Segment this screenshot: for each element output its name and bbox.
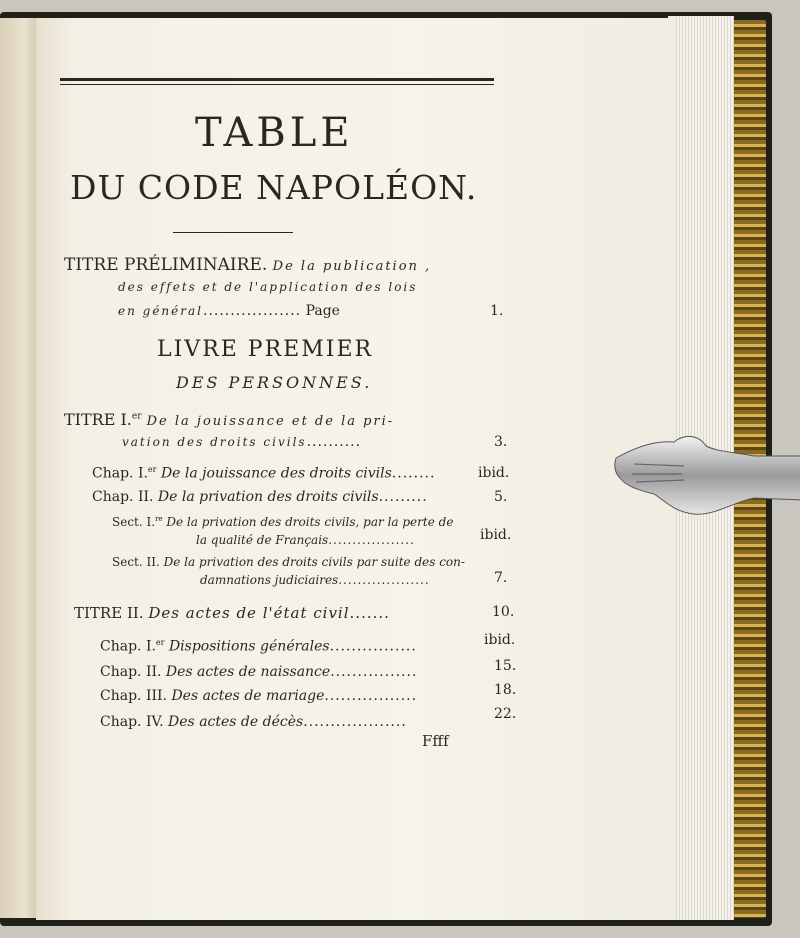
sect-entry-line2: la qualité de Français.................. bbox=[196, 533, 415, 547]
page-subtitle: DU CODE NAPOLÉON. bbox=[70, 168, 478, 207]
chap-entry-page: 18. bbox=[494, 682, 517, 698]
titre2-page: 10. bbox=[492, 604, 515, 620]
sect-entry: Sect. II. De la privation des droits civils par suite des con- bbox=[112, 555, 465, 569]
sect-entry-line2: damnations judiciaires................... bbox=[200, 573, 430, 587]
facing-page bbox=[0, 18, 40, 918]
top-rule-thin bbox=[60, 84, 494, 85]
title-rule bbox=[173, 232, 293, 233]
titre-preliminaire bbox=[64, 255, 431, 275]
titre-preliminaire-line2: des effets et de l'application des lois bbox=[118, 280, 418, 294]
chap-entry: Chap. II. De la privation des droits civils......... bbox=[92, 489, 428, 505]
chap-entry: Chap. I.$^{er}$ Dispositions générales................ bbox=[100, 638, 417, 655]
chap-entry-page: 5. bbox=[494, 489, 508, 505]
titre-preliminaire-line3: en général.................. Page bbox=[118, 303, 340, 319]
livre-subheading: DES PERSONNES. bbox=[176, 373, 373, 392]
signature-mark: Ffff bbox=[422, 732, 449, 750]
titre-preliminaire-heading: De la publication , bbox=[272, 259, 432, 274]
chap-entry-page: ibid. bbox=[478, 465, 510, 481]
titre1-line2: vation des droits civils.......... bbox=[122, 434, 362, 450]
titre-preliminaire-label: TITRE PRÉLIMINAIRE. bbox=[64, 255, 268, 275]
titre1-page: 3. bbox=[494, 434, 508, 450]
sect-entry-page: 7. bbox=[494, 570, 508, 586]
silver-hand-page-weight bbox=[614, 430, 800, 520]
livre-heading: LIVRE PREMIER bbox=[157, 337, 374, 362]
titre-preliminaire-page: 1. bbox=[490, 303, 504, 319]
sect-entry: Sect. I.$^{re}$ De la privation des droits civils, par la perte de bbox=[112, 515, 454, 529]
chap-entry: Chap. III. Des actes de mariage................. bbox=[100, 688, 418, 704]
page-title: TABLE bbox=[195, 110, 354, 156]
titre2: TITRE II. Des actes de l'état civil....... bbox=[74, 604, 390, 622]
chap-entry-page: 15. bbox=[494, 658, 517, 674]
chap-entry: Chap. II. Des actes de naissance................ bbox=[100, 664, 418, 680]
titre1: TITRE I.$^{er}$ De la jouissance et de la pri- bbox=[64, 410, 395, 429]
chap-entry: Chap. IV. Des actes de décès................... bbox=[100, 714, 407, 730]
chap-entry: Chap. I.$^{er}$ De la jouissance des droits civils........ bbox=[92, 465, 436, 482]
chap-entry-page: ibid. bbox=[484, 632, 516, 648]
sect-entry-page: ibid. bbox=[480, 527, 512, 543]
chap-entry-page: 22. bbox=[494, 706, 517, 722]
top-rule bbox=[60, 78, 494, 81]
